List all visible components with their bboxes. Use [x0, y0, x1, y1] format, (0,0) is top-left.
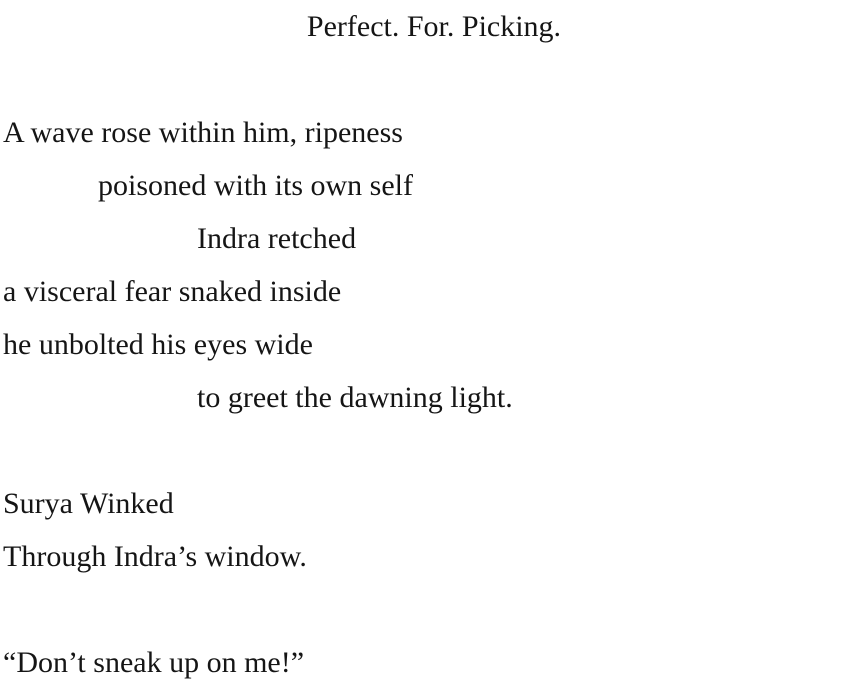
poem-line: to greet the dawning light. [197, 381, 513, 414]
poem-line: poisoned with its own self [98, 169, 413, 202]
poem-line: “Don’t sneak up on me!” [3, 646, 305, 679]
poem-line: a visceral fear snaked inside [3, 275, 342, 308]
poem-line: Indra retched [197, 222, 357, 255]
stanza-2 [0, 477, 845, 583]
poem-line: Through Indra’s window. [3, 540, 307, 573]
poem-line: he unbolted his eyes wide [3, 328, 313, 361]
poem-line: A wave rose within him, ripeness [3, 116, 403, 149]
poem-line: Surya Winked [3, 487, 174, 520]
stanza-3 [0, 636, 845, 689]
stanza-1 [0, 106, 845, 424]
poem-title: Perfect. For. Picking. [306, 10, 562, 43]
